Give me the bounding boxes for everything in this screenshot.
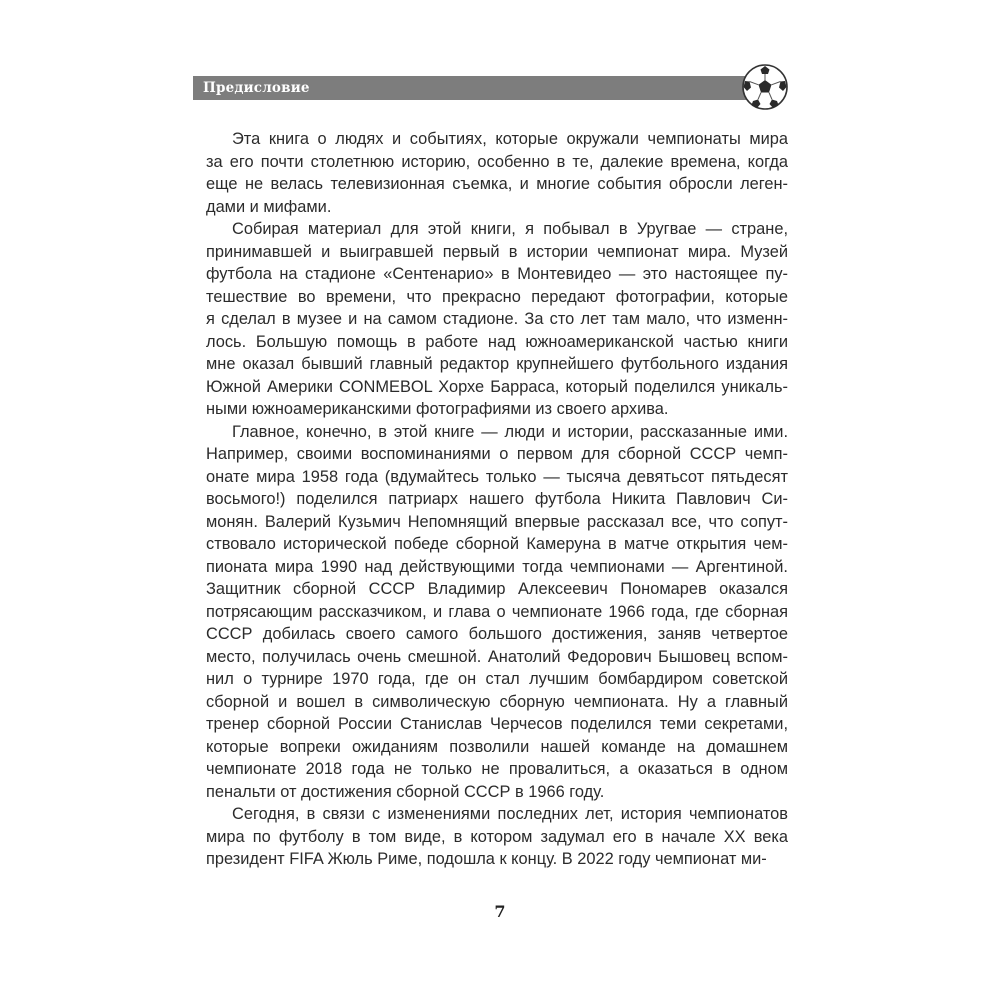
text-line: онате мира 1958 года (вдумайтесь только — тысяча девятьсот пятьдесят [206,467,788,486]
text-line: мира по футболу в том виде, в котором задумал его в начале XX века [206,827,788,846]
text-line: которые вопреки ожиданиям позволили нашей команде на домашнем [206,737,788,756]
text-line: за его почти столетнюю историю, особенно в те, далекие времена, когда [206,152,788,171]
page-number: 7 [494,902,506,921]
text-line: восьмого!) поделился патриарх нашего футбола Никита Павлович Си- [206,490,788,508]
text-line: Главное, конечно, в этой книге — люди и истории, рассказанные ими. [232,422,788,441]
text-line: Южной Америки CONMEBOL Хорхе Барраса, который поделился уникаль- [206,377,788,396]
text-line: ствовало исторической победе сборной Камеруна в матче открытия чем- [206,535,788,553]
text-line: пионата мира 1990 над действующими тогда чемпионами — Аргентиной. [206,557,788,576]
text-line: сборной и вошел в символическую сборную чемпионата. Ну а главный [206,692,788,711]
text-line: нил о турнире 1970 года, где он стал лучшим бомбардиром советской [206,670,788,688]
text-line: футбола на стадионе «Сентенарио» в Монтевидео — это настоящее пу- [206,265,788,283]
text-line: мне оказал бывший главный редактор крупнейшего футбольного издания [206,355,788,373]
paragraph [206,128,788,218]
text-line: дами и мифами. [206,197,332,216]
text-line: Например, своими воспоминаниями о первом для сборной СССР чемп- [206,445,788,463]
text-line: Эта книга о людях и событиях, которые окружали чемпионаты мира [232,130,788,148]
text-line: еще не велась телевизионная съемка, и многие события обросли леген- [206,175,788,193]
paragraph [206,803,788,871]
text-line: тешествие во времени, что прекрасно передают фотографии, которые [206,287,788,306]
text-line: ными южноамериканскими фотографиями из своего архива. [206,400,669,418]
text-line: Защитник сборной СССР Владимир Алексеевич Пономарев оказался [206,580,788,598]
text-line: Собирая материал для этой книги, я побывал в Уругвае — стране, [232,220,788,238]
text-line: президент FIFA Жюль Риме, подошла к концу. В 2022 году чемпионат ми- [206,850,767,868]
text-line: чемпионате 2018 года не только не провалиться, а оказаться в одном [206,760,788,778]
text-line: СССР добилась своего самого большого достижения, заняв четвертое [206,625,788,643]
text-line: лось. Большую помощь в работе над южноамериканской частью книги [206,332,788,351]
body-text [206,128,788,871]
section-title: Предисловие [203,80,310,96]
text-line: принимавшей и выигравшей первый в истории чемпионат мира. Музей [206,242,788,261]
text-line: потрясающим рассказчиком, и глава о чемпионате 1966 года, где сборная [206,602,788,621]
text-line: монян. Валерий Кузьмич Непомнящий впервые рассказал все, что сопут- [206,512,788,531]
text-line: я сделал в музее и на самом стадионе. За сто лет там мало, что изменн- [206,310,788,328]
text-line: Сегодня, в связи с изменениями последних лет, история чемпионатов [232,805,788,823]
soccer-ball-icon [741,63,789,111]
text-line: пенальти от достижения сборной СССР в 1966 году. [206,782,605,801]
text-line: место, получилась очень смешной. Анатолий Федорович Бышовец вспом- [206,647,788,666]
paragraph [206,421,788,804]
text-line: тренер сборной России Станислав Черчесов поделился теми секретами, [206,715,788,733]
paragraph [206,218,788,421]
